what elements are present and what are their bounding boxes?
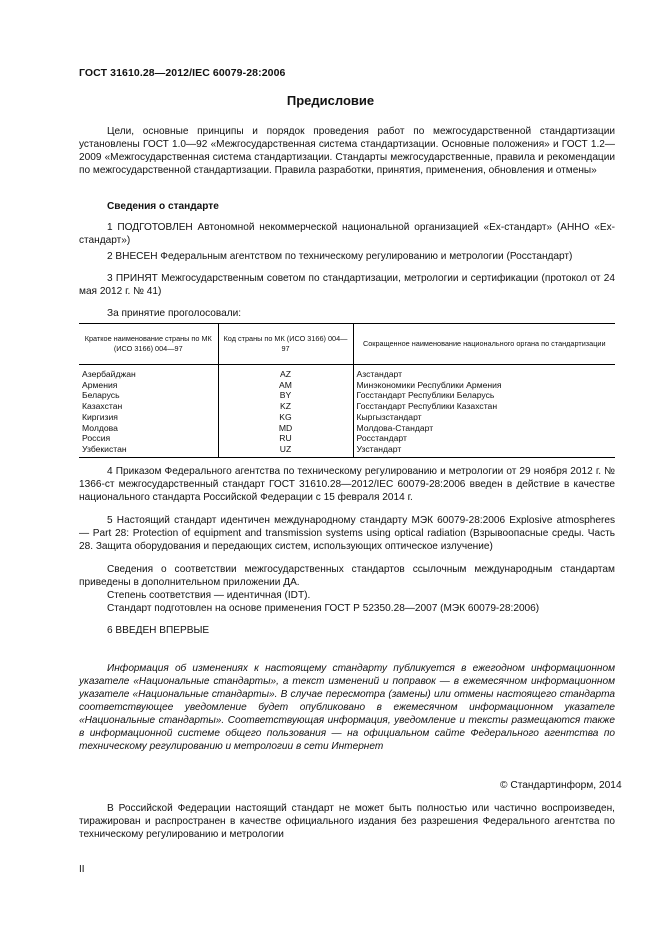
voting-table: [79, 323, 615, 458]
code-cell: MD: [218, 423, 353, 434]
table-row: [79, 444, 615, 457]
copyright: © Стандартинформ, 2014: [500, 780, 622, 791]
table-header-row: [79, 324, 615, 365]
country-cell: Казахстан: [82, 401, 123, 412]
organ-cell: Минэкономики Республики Армения: [353, 380, 615, 391]
document-header: ГОСТ 31610.28—2012/IEC 60079-28:2006: [79, 67, 286, 79]
item-1: 1 ПОДГОТОВЛЕН Автономной некоммерческой национальной организацией «Ех-стандарт» (АННО «Ех-стандарт»): [79, 222, 615, 246]
organ-cell: Госстандарт Республики Беларусь: [353, 390, 615, 401]
table-row: [79, 401, 615, 412]
rights-notice: В Российской Федерации настоящий стандарт не может быть полностью или частично воспроизведен, тиражирован и распространен в качестве официального издания без разрешения Федерального агентства по техническому регулированию и метрологии: [79, 803, 615, 840]
country-cell: Азербайджан: [82, 369, 136, 379]
table-header-code: Код страны по МК (ИСО 3166) 004—97: [218, 324, 353, 365]
organ-cell: Молдова-Стандарт: [353, 423, 615, 434]
code-cell: BY: [218, 390, 353, 401]
organ-cell: Кыргызстандарт: [353, 412, 615, 423]
country-cell: Молдова: [82, 422, 118, 433]
code-cell: RU: [218, 433, 353, 444]
organ-cell: Азстандарт: [353, 365, 615, 380]
organ-cell: Узстандарт: [353, 444, 615, 457]
vote-label: За принятие проголосовали:: [107, 308, 242, 319]
item-5-conformity: Сведения о соответствии межгосударственных стандартов ссылочным международным стандартам приведены в дополнительном приложении ДА.: [79, 564, 615, 588]
country-cell: Узбекистан: [79, 444, 218, 457]
table-row: [79, 433, 615, 444]
code-cell: UZ: [218, 444, 353, 457]
intro-paragraph: Цели, основные принципы и порядок проведения работ по межгосударственной стандартизации установлены ГОСТ 1.0—92 «Межгосударственная система стандартизации. Основные положения» и ГОСТ 1.2—2009 «Межгосударственная система стандартизации. Стандарты межгосударственные, правила и рекомендации по межгосударственной стандартизации. Правила разработки, принятия, применения, обновления и отмены»: [79, 126, 615, 176]
country-cell: Беларусь: [82, 390, 120, 401]
item-4: 4 Приказом Федерального агентства по техническому регулированию и метрологии от 29 ноября 2012 г. № 1366-ст межгосударственный стандарт ГОСТ 31610.28—2012/IEC 60079-28:2006 введен в действие в качестве национального стандарта Российской Федерации с 15 февраля 2014 г.: [79, 466, 615, 503]
table-header-organ: Сокращенное наименование национального органа по стандартизации: [353, 324, 615, 365]
table-row: [79, 380, 615, 391]
section-heading: Сведения о стандарте: [107, 201, 219, 212]
code-cell: AZ: [218, 365, 353, 380]
code-cell: AM: [218, 380, 353, 391]
code-cell: KG: [218, 412, 353, 423]
table-row: [79, 365, 615, 380]
item-6: 6 ВВЕДЕН ВПЕРВЫЕ: [107, 625, 210, 636]
table-row: [79, 390, 615, 401]
change-info-notice: Информация об изменениях к настоящему стандарту публикуется в ежегодном информационном указателе «Национальные стандарты», а текст изменений и поправок — в ежемесячном информационном указателе «Национальные стандарты». В случае пересмотра (замены) или отмены настоящего стандарта соответствующее уведомление будет опубликовано в ежемесячном информационном указателе «Национальные стандарты». Соответствующая информация, уведомление и тексты размещаются также в информационной системе общего пользования — на официальном сайте Федерального агентства по техническому регулированию и метрологии в сети Интернет: [79, 663, 615, 752]
table-row: [79, 412, 615, 423]
country-cell: Армения: [82, 379, 118, 390]
item-3: 3 ПРИНЯТ Межгосударственным советом по стандартизации, метрологии и сертификации (протокол от 24 мая 2012 г. № 41): [79, 273, 615, 297]
item-5-degree: Степень соответствия — идентичная (IDT).: [107, 590, 311, 601]
country-cell: Россия: [82, 433, 111, 444]
item-2: 2 ВНЕСЕН Федеральным агентством по техническому регулированию и метрологии (Росстандарт): [107, 251, 573, 262]
page-number: II: [79, 864, 85, 875]
code-cell: KZ: [218, 401, 353, 412]
item-5: 5 Настоящий стандарт идентичен международному стандарту МЭК 60079-28:2006 Explosive atmospheres — Part 28: Protection of equipment and transmission systems using optical radiation (Взрывоопасные среды. Часть 28. Защита оборудования и передающих систем, использующих оптическое излучение): [79, 515, 615, 552]
item-5-basis: Стандарт подготовлен на основе применения ГОСТ Р 52350.28—2007 (МЭК 60079-28:2006): [107, 603, 540, 614]
table-row: [79, 423, 615, 434]
page-title: Предисловие: [286, 93, 375, 108]
country-cell: Киргизия: [82, 411, 118, 422]
organ-cell: Росстандарт: [353, 433, 615, 444]
table-header-country: Краткое наименование страны по МК (ИСО 3166) 004—97: [79, 324, 218, 365]
organ-cell: Госстандарт Республики Казахстан: [353, 401, 615, 412]
